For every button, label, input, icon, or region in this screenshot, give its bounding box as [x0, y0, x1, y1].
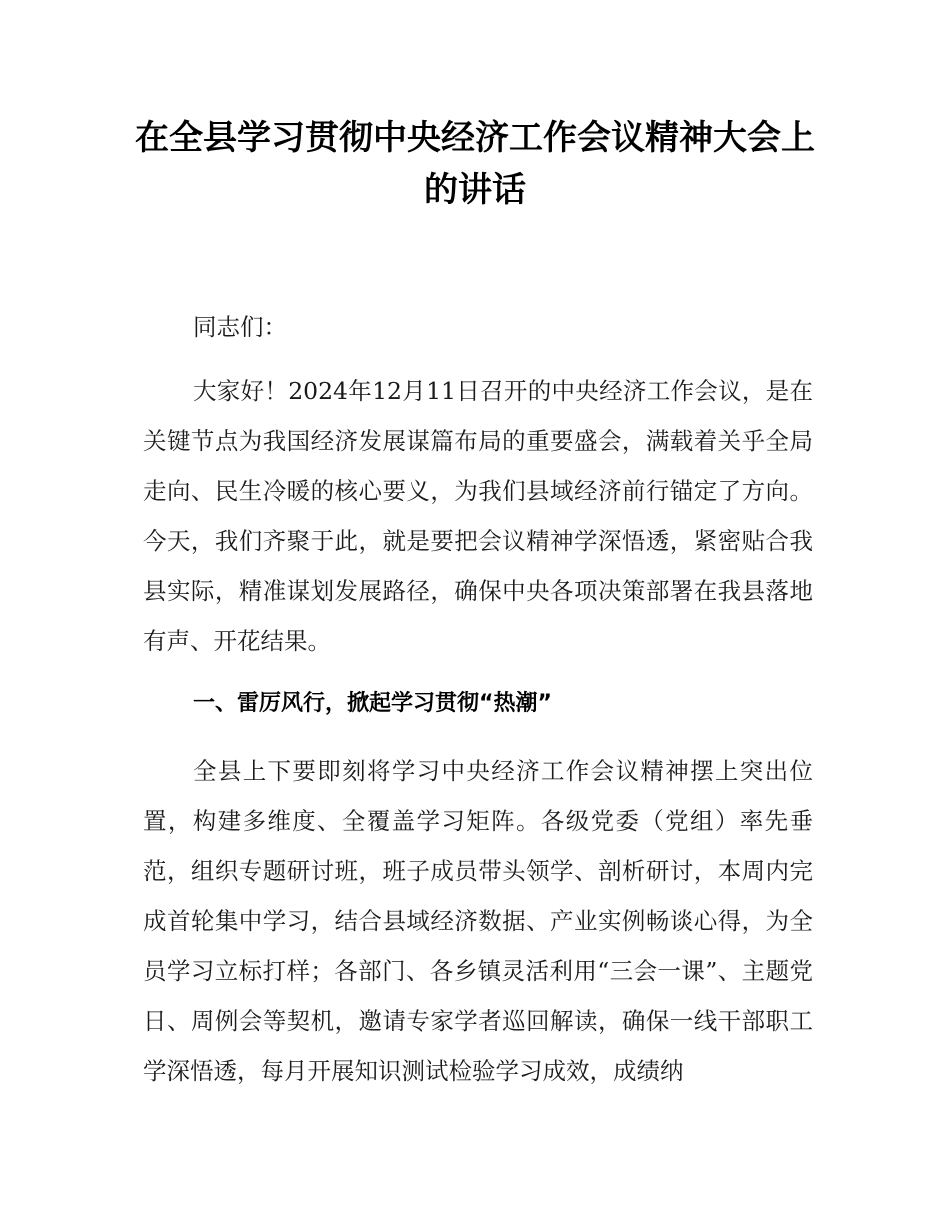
section-heading: 一、雷厉风行，掀起学习贯彻“热潮” — [193, 691, 552, 716]
salutation: 同志们： — [193, 313, 287, 341]
document-title: 在全县学习贯彻中央经济工作会议精神大会上的讲话 — [135, 118, 815, 210]
paragraph-opening: 大家好！2024年12月11日召开的中央经济工作会议，是在关键节点为我国经济发展谋篇布局的重要盛会，满载着关乎全局走向、民生冷暖的核心要义，为我们县域经济前行锚定了方向。今天，我们齐聚于此，就是要把会议精神学深悟透，紧密贴合我县实际，精准谋划发展路径，确保中央各项决策部署在我县落地有声、开花结果。 — [143, 377, 813, 655]
paragraph-section-1: 全县上下要即刻将学习中央经济工作会议精神摆上突出位置，构建多维度、全覆盖学习矩阵。各级党委（党组）率先垂范，组织专题研讨班，班子成员带头领学、剖析研讨，本周内完成首轮集中学习，结合县域经济数据、产业实例畅谈心得，为全员学习立标打样；各部门、各乡镇灵活利用“三会一课”、主题党日、周例会等契机，邀请专家学者巡回解读，确保一线干部职工学深悟透，每月开展知识测试检验学习成效，成绩纳 — [143, 757, 813, 1085]
